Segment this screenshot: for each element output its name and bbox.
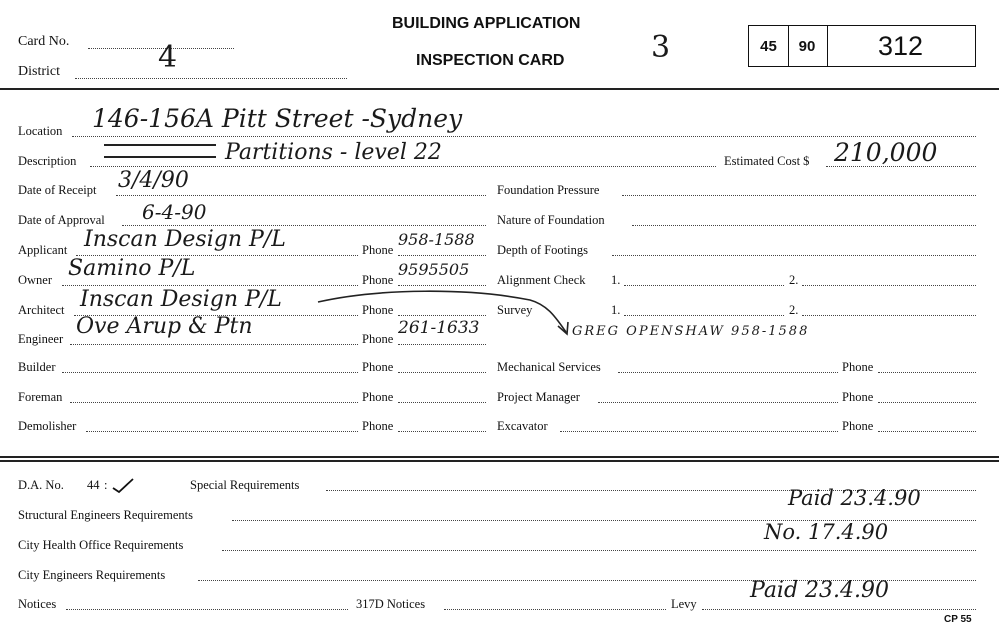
excavator-label: Excavator [497, 419, 548, 433]
foreman-phone-label: Phone [362, 390, 394, 404]
location-label: Location [18, 124, 63, 138]
alignment-check-label: Alignment Check [497, 273, 586, 287]
location-value: 146-156A Pitt Street -Sydney [92, 104, 463, 133]
survey-num-2: 2. [789, 303, 799, 317]
alignment-check-num-2: 2. [789, 273, 799, 287]
section-divider-bottom [0, 460, 999, 462]
levy-label: Levy [671, 597, 697, 611]
estimated-cost-value: 210,000 [834, 138, 938, 167]
applicant-value: Inscan Design P/L [84, 227, 286, 252]
district-label: District [18, 64, 60, 79]
builder-label: Builder [18, 360, 56, 374]
special-requirements-label: Special Requirements [190, 478, 300, 492]
builder-phone-line [398, 372, 486, 373]
alignment-check-num-1: 1. [611, 273, 621, 287]
city-health-label: City Health Office Requirements [18, 538, 184, 552]
project-manager-label: Project Manager [497, 390, 580, 404]
card-title-line1: BUILDING APPLICATION [392, 15, 581, 32]
demolisher-phone-label: Phone [362, 419, 394, 433]
owner-label: Owner [18, 273, 53, 287]
city-health-line [222, 550, 976, 551]
excavator-phone-label: Phone [842, 419, 874, 433]
owner-value: Samino P/L [68, 256, 196, 281]
demolisher-phone-line [398, 431, 486, 432]
section-divider-top [0, 456, 999, 458]
engineer-value: Ove Arup & Ptn [76, 314, 253, 339]
structural-requirements-label: Structural Engineers Requirements [18, 508, 193, 522]
architect-label: Architect [18, 303, 65, 317]
notices-317d-line [444, 609, 666, 610]
mechanical-services-line [618, 372, 838, 373]
district-value: 4 [158, 40, 178, 75]
depth-of-footings-label: Depth of Footings [497, 243, 588, 257]
da-no-label: D.A. No. [18, 478, 64, 492]
mechanical-services-label: Mechanical Services [497, 360, 601, 374]
date-of-approval-value: 6-4-90 [142, 200, 207, 224]
city-health-value: No. 17.4.90 [764, 520, 889, 544]
engineer-phone-label: Phone [362, 332, 394, 346]
applicant-phone-value: 958-1588 [398, 230, 475, 249]
description-label: Description [18, 154, 77, 168]
foreman-line [70, 402, 358, 403]
handwritten-number: 3 [651, 30, 671, 65]
survey-num-1: 1. [611, 303, 621, 317]
levy-line [702, 609, 976, 610]
foreman-label: Foreman [18, 390, 63, 404]
city-engineers-label: City Engineers Requirements [18, 568, 166, 582]
engineer-label: Engineer [18, 332, 64, 346]
builder-line [62, 372, 358, 373]
owner-phone-value: 9595505 [398, 260, 470, 279]
checkmark-icon [110, 476, 136, 494]
form-code: CP 55 [944, 614, 972, 625]
levy-value: Paid 23.4.90 [750, 578, 890, 603]
applicant-phone-label: Phone [362, 243, 394, 257]
card-no-label: Card No. [18, 34, 70, 49]
demolisher-line [86, 431, 358, 432]
architect-value: Inscan Design P/L [80, 287, 282, 312]
foreman-phone-line [398, 402, 486, 403]
foundation-pressure-label: Foundation Pressure [497, 183, 600, 197]
builder-phone-label: Phone [362, 360, 394, 374]
code-box-3: 312 [826, 25, 976, 67]
mechanical-services-phone-line [878, 372, 976, 373]
owner-phone-label: Phone [362, 273, 394, 287]
card-title-line2: INSPECTION CARD [416, 52, 565, 69]
excavator-phone-line [878, 431, 976, 432]
code-box-2: 90 [787, 25, 828, 67]
notices-317d-label: 317D Notices [356, 597, 426, 611]
date-of-receipt-value: 3/4/90 [118, 168, 189, 193]
project-manager-phone-label: Phone [842, 390, 874, 404]
project-manager-phone-line [878, 402, 976, 403]
demolisher-label: Demolisher [18, 419, 77, 433]
estimated-cost-label: Estimated Cost $ [724, 154, 810, 168]
da-no-value: 44 [87, 478, 100, 492]
engineer-phone-line [398, 344, 486, 345]
nature-of-foundation-label: Nature of Foundation [497, 213, 605, 227]
survey-label: Survey [497, 303, 533, 317]
notices-line [66, 609, 348, 610]
code-box-1: 45 [748, 25, 789, 67]
project-manager-line [598, 402, 838, 403]
da-no-colon: : [104, 478, 108, 492]
date-of-approval-label: Date of Approval [18, 213, 105, 227]
architect-phone-label: Phone [362, 303, 394, 317]
survey-note: GREG OPENSHAW 958-1588 [572, 324, 810, 339]
engineer-line [70, 344, 358, 345]
engineer-phone-value: 261-1633 [398, 318, 480, 338]
description-value: Partitions - level 22 [225, 140, 442, 165]
notices-label: Notices [18, 597, 57, 611]
mechanical-services-phone-label: Phone [842, 360, 874, 374]
excavator-line [560, 431, 838, 432]
applicant-label: Applicant [18, 243, 68, 257]
structural-requirements-value: Paid 23.4.90 [788, 486, 921, 510]
date-of-receipt-label: Date of Receipt [18, 183, 97, 197]
